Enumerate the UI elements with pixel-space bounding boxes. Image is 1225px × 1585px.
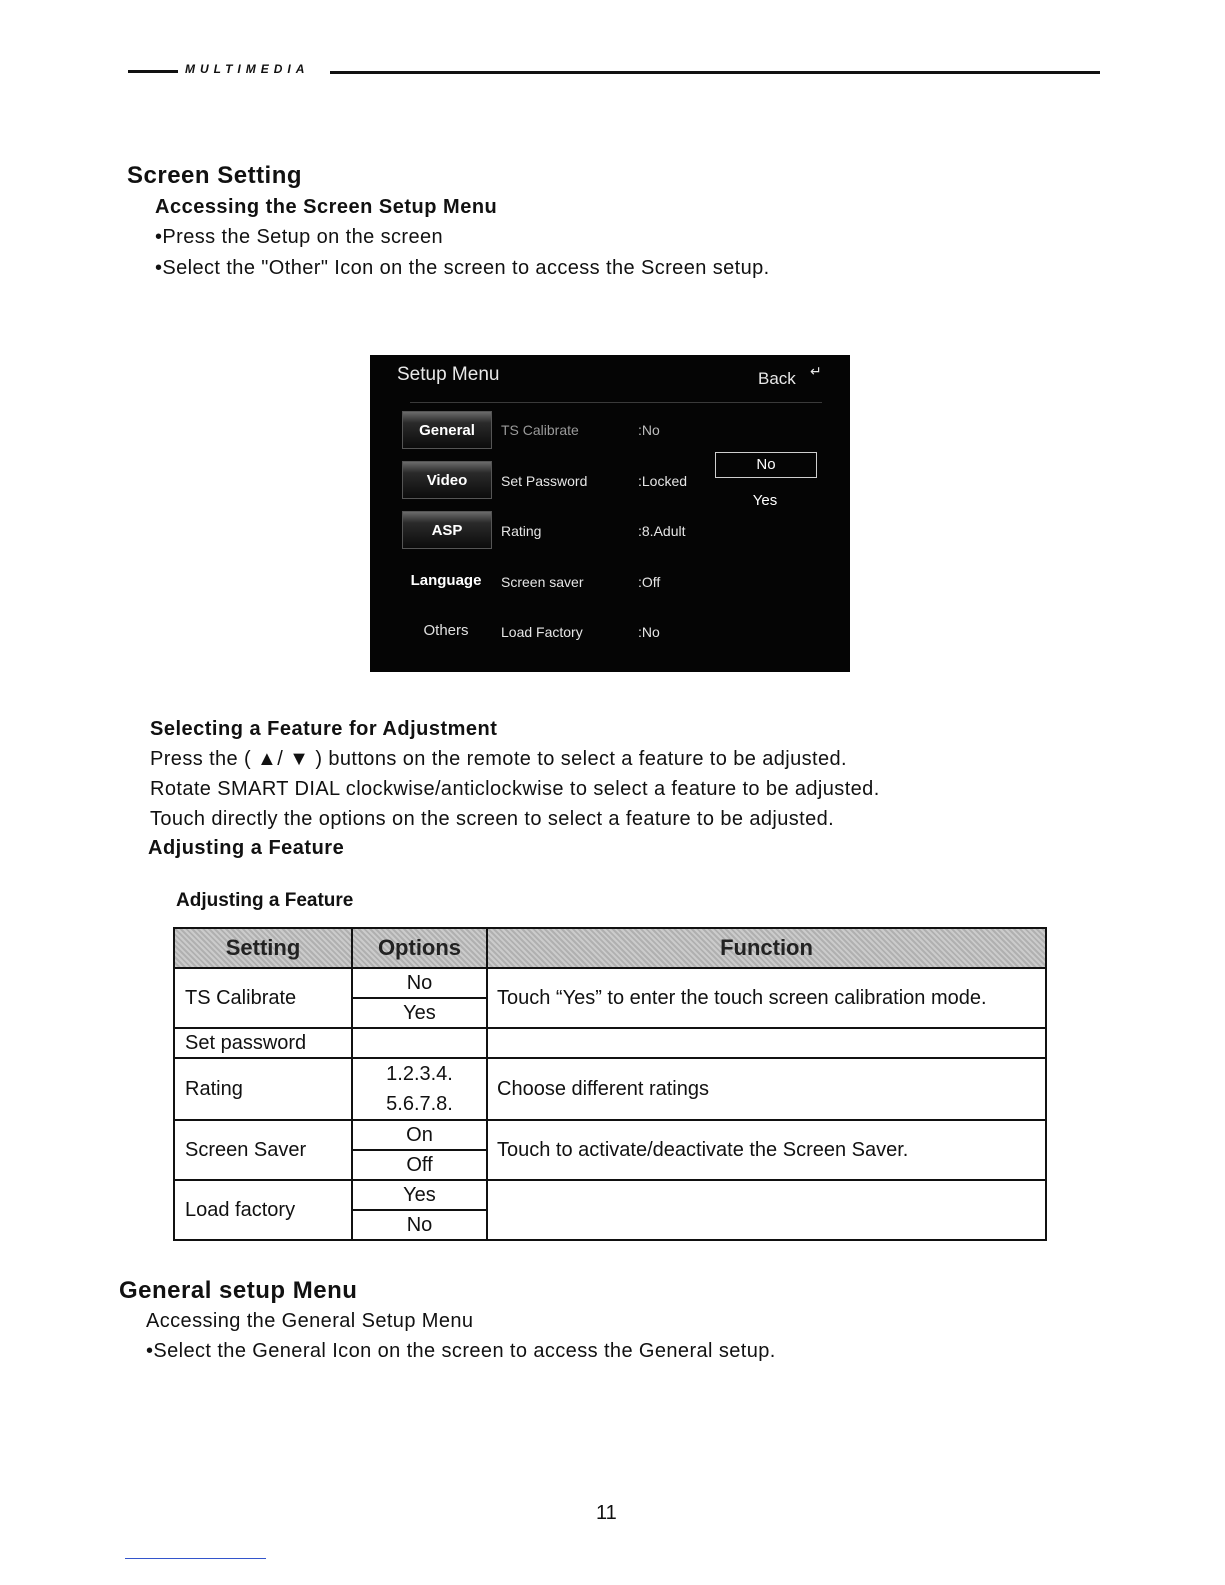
tab-asp[interactable]: ASP <box>402 511 492 549</box>
general-setup-line-accessing: Accessing the General Setup Menu <box>146 1310 474 1332</box>
setting-cell: Screen Saver <box>174 1120 352 1180</box>
function-cell: Choose different ratings <box>487 1058 1046 1120</box>
menu-item-ts-calibrate[interactable]: TS Calibrate <box>501 422 579 438</box>
general-setup-line-select: •Select the General Icon on the screen to access the General setup. <box>146 1340 776 1362</box>
section-title-screen-setting: Screen Setting <box>127 162 303 189</box>
tab-general[interactable]: General <box>402 411 492 449</box>
option-no[interactable]: No <box>715 452 817 478</box>
option-cell: Yes <box>352 1180 487 1210</box>
option-cell: No <box>352 968 487 998</box>
back-button[interactable]: Back <box>758 369 796 388</box>
function-cell <box>487 1028 1046 1058</box>
menu-item-set-password[interactable]: Set Password <box>501 473 588 489</box>
table-caption: Adjusting a Feature <box>176 890 354 911</box>
function-cell: Touch to activate/deactivate the Screen Saver. <box>487 1120 1046 1180</box>
selecting-line-remote: Press the ( ▲/ ▼ ) buttons on the remote to select a feature to be adjusted. <box>150 748 848 770</box>
menu-value-ts-calibrate: :No <box>638 422 660 438</box>
function-cell: Touch “Yes” to enter the touch screen calibration mode. <box>487 968 1046 1028</box>
function-cell <box>487 1180 1046 1240</box>
option-text: 5.6.7.8. <box>386 1093 453 1115</box>
option-cell: Off <box>352 1150 487 1180</box>
table-row <box>174 1180 1046 1210</box>
option-cell <box>352 1058 487 1120</box>
tab-video[interactable]: Video <box>402 461 492 499</box>
setting-cell: Set password <box>174 1028 352 1058</box>
setting-cell: Load factory <box>174 1180 352 1240</box>
table-header-options: Options <box>352 928 487 968</box>
option-cell: No <box>352 1210 487 1240</box>
table-header-function: Function <box>487 928 1046 968</box>
table-header-setting: Setting <box>174 928 352 968</box>
menu-value-set-password: :Locked <box>638 473 688 489</box>
subsection-title-accessing: Accessing the Screen Setup Menu <box>155 196 498 218</box>
setup-menu-screenshot <box>370 355 850 672</box>
menu-divider <box>410 402 822 403</box>
tab-others[interactable]: Others <box>423 621 469 639</box>
selecting-line-touch: Touch directly the options on the screen to select a feature to be adjusted. <box>150 808 835 830</box>
header-rule-left <box>128 70 178 73</box>
table-row <box>174 1058 1046 1120</box>
table-row <box>174 968 1046 998</box>
subsection-title-adjusting: Adjusting a Feature <box>148 837 345 859</box>
header-rule-right <box>330 71 1100 74</box>
menu-item-screen-saver[interactable]: Screen saver <box>501 574 584 590</box>
option-yes[interactable]: Yes <box>752 492 778 509</box>
header-label: MULTIMEDIA <box>185 62 310 76</box>
tab-language[interactable]: Language <box>410 571 482 589</box>
adjust-feature-table <box>173 927 1047 1241</box>
menu-value-screen-saver: :Off <box>638 574 661 590</box>
option-text: 1.2.3.4. <box>386 1063 453 1085</box>
menu-value-rating: :8.Adult <box>638 523 686 539</box>
footer-rule <box>125 1558 266 1559</box>
setup-menu-title: Setup Menu <box>397 364 500 385</box>
menu-item-load-factory[interactable]: Load Factory <box>501 624 583 640</box>
setting-cell: TS Calibrate <box>174 968 352 1028</box>
option-cell: On <box>352 1120 487 1150</box>
table-row <box>174 1028 1046 1058</box>
bullet-press-setup: •Press the Setup on the screen <box>155 226 444 248</box>
menu-item-rating[interactable]: Rating <box>501 523 542 539</box>
option-cell <box>352 1028 487 1058</box>
setting-cell: Rating <box>174 1058 352 1120</box>
selecting-line-dial: Rotate SMART DIAL clockwise/anticlockwise to select a feature to be adjusted. <box>150 778 880 800</box>
table-row <box>174 1120 1046 1150</box>
section-title-general-setup: General setup Menu <box>119 1277 358 1304</box>
option-cell: Yes <box>352 998 487 1028</box>
return-arrow-icon[interactable]: ↵ <box>810 363 822 379</box>
page-number: 11 <box>596 1502 617 1524</box>
bullet-select-other: •Select the "Other" Icon on the screen to access the Screen setup. <box>155 257 770 279</box>
menu-value-load-factory: :No <box>638 624 660 640</box>
subsection-title-selecting: Selecting a Feature for Adjustment <box>150 718 498 740</box>
